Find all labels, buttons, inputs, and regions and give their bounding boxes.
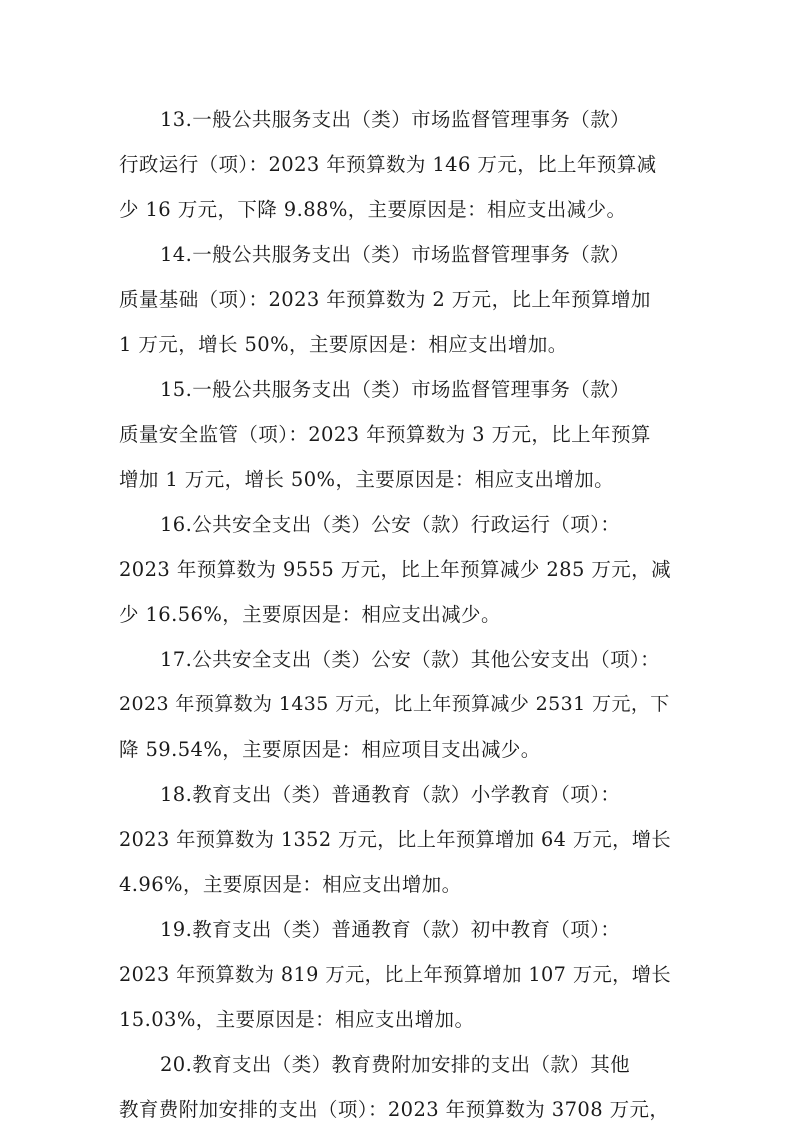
budget-item-15 [119,367,675,502]
budget-item-17 [119,637,675,772]
document-body [119,97,675,1132]
text-line: 教育费附加安排的支出（项）：2023 年预算数为 3708 万元， [119,1098,670,1121]
text-line: 1 万元，增长 50%，主要原因是：相应支出增加。 [119,333,568,356]
text-line: 18.教育支出（类）普通教育（款）小学教育（项）： [160,783,621,806]
budget-item-20 [119,1042,675,1132]
text-line: 16.公共安全支出（类）公安（款）行政运行（项）： [160,513,621,536]
text-line: 2023 年预算数为 1435 万元，比上年预算减少 2531 万元，下 [119,693,670,715]
text-line: 19.教育支出（类）普通教育（款）初中教育（项）： [160,918,621,941]
text-line: 质量基础（项）：2023 年预算数为 2 万元，比上年预算增加 [119,288,651,311]
text-line: 2023 年预算数为 1352 万元，比上年预算增加 64 万元，增长 [119,828,672,851]
budget-item-19 [119,907,675,1042]
text-line: 14.一般公共服务支出（类）市场监督管理事务（款） [160,243,631,266]
text-line: 降 59.54%，主要原因是：相应项目支出减少。 [119,738,541,761]
text-line: 质量安全监管（项）：2023 年预算数为 3 万元，比上年预算 [119,423,651,446]
text-line: 13.一般公共服务支出（类）市场监督管理事务（款） [160,108,631,131]
text-line: 20.教育支出（类）教育费附加安排的支出（款）其他 [160,1053,631,1076]
text-line: 2023 年预算数为 9555 万元，比上年预算减少 285 万元，减 [119,558,671,581]
budget-item-14 [119,232,675,367]
budget-item-16 [119,502,675,637]
text-line: 行政运行（项）：2023 年预算数为 146 万元，比上年预算减 [119,153,657,176]
budget-item-18 [119,772,675,907]
text-line: 少 16 万元，下降 9.88%，主要原因是：相应支出减少。 [119,198,627,221]
text-line: 15.03%，主要原因是：相应支出增加。 [119,1008,475,1031]
text-line: 增加 1 万元，增长 50%，主要原因是：相应支出增加。 [119,468,615,491]
text-line: 17.公共安全支出（类）公安（款）其他公安支出（项）： [160,648,661,671]
text-line: 4.96%，主要原因是：相应支出增加。 [119,873,462,896]
text-line: 15.一般公共服务支出（类）市场监督管理事务（款） [160,378,631,401]
text-line: 少 16.56%，主要原因是：相应支出减少。 [119,603,501,626]
budget-item-13 [119,97,675,232]
text-line: 2023 年预算数为 819 万元，比上年预算增加 107 万元，增长 [119,963,672,986]
